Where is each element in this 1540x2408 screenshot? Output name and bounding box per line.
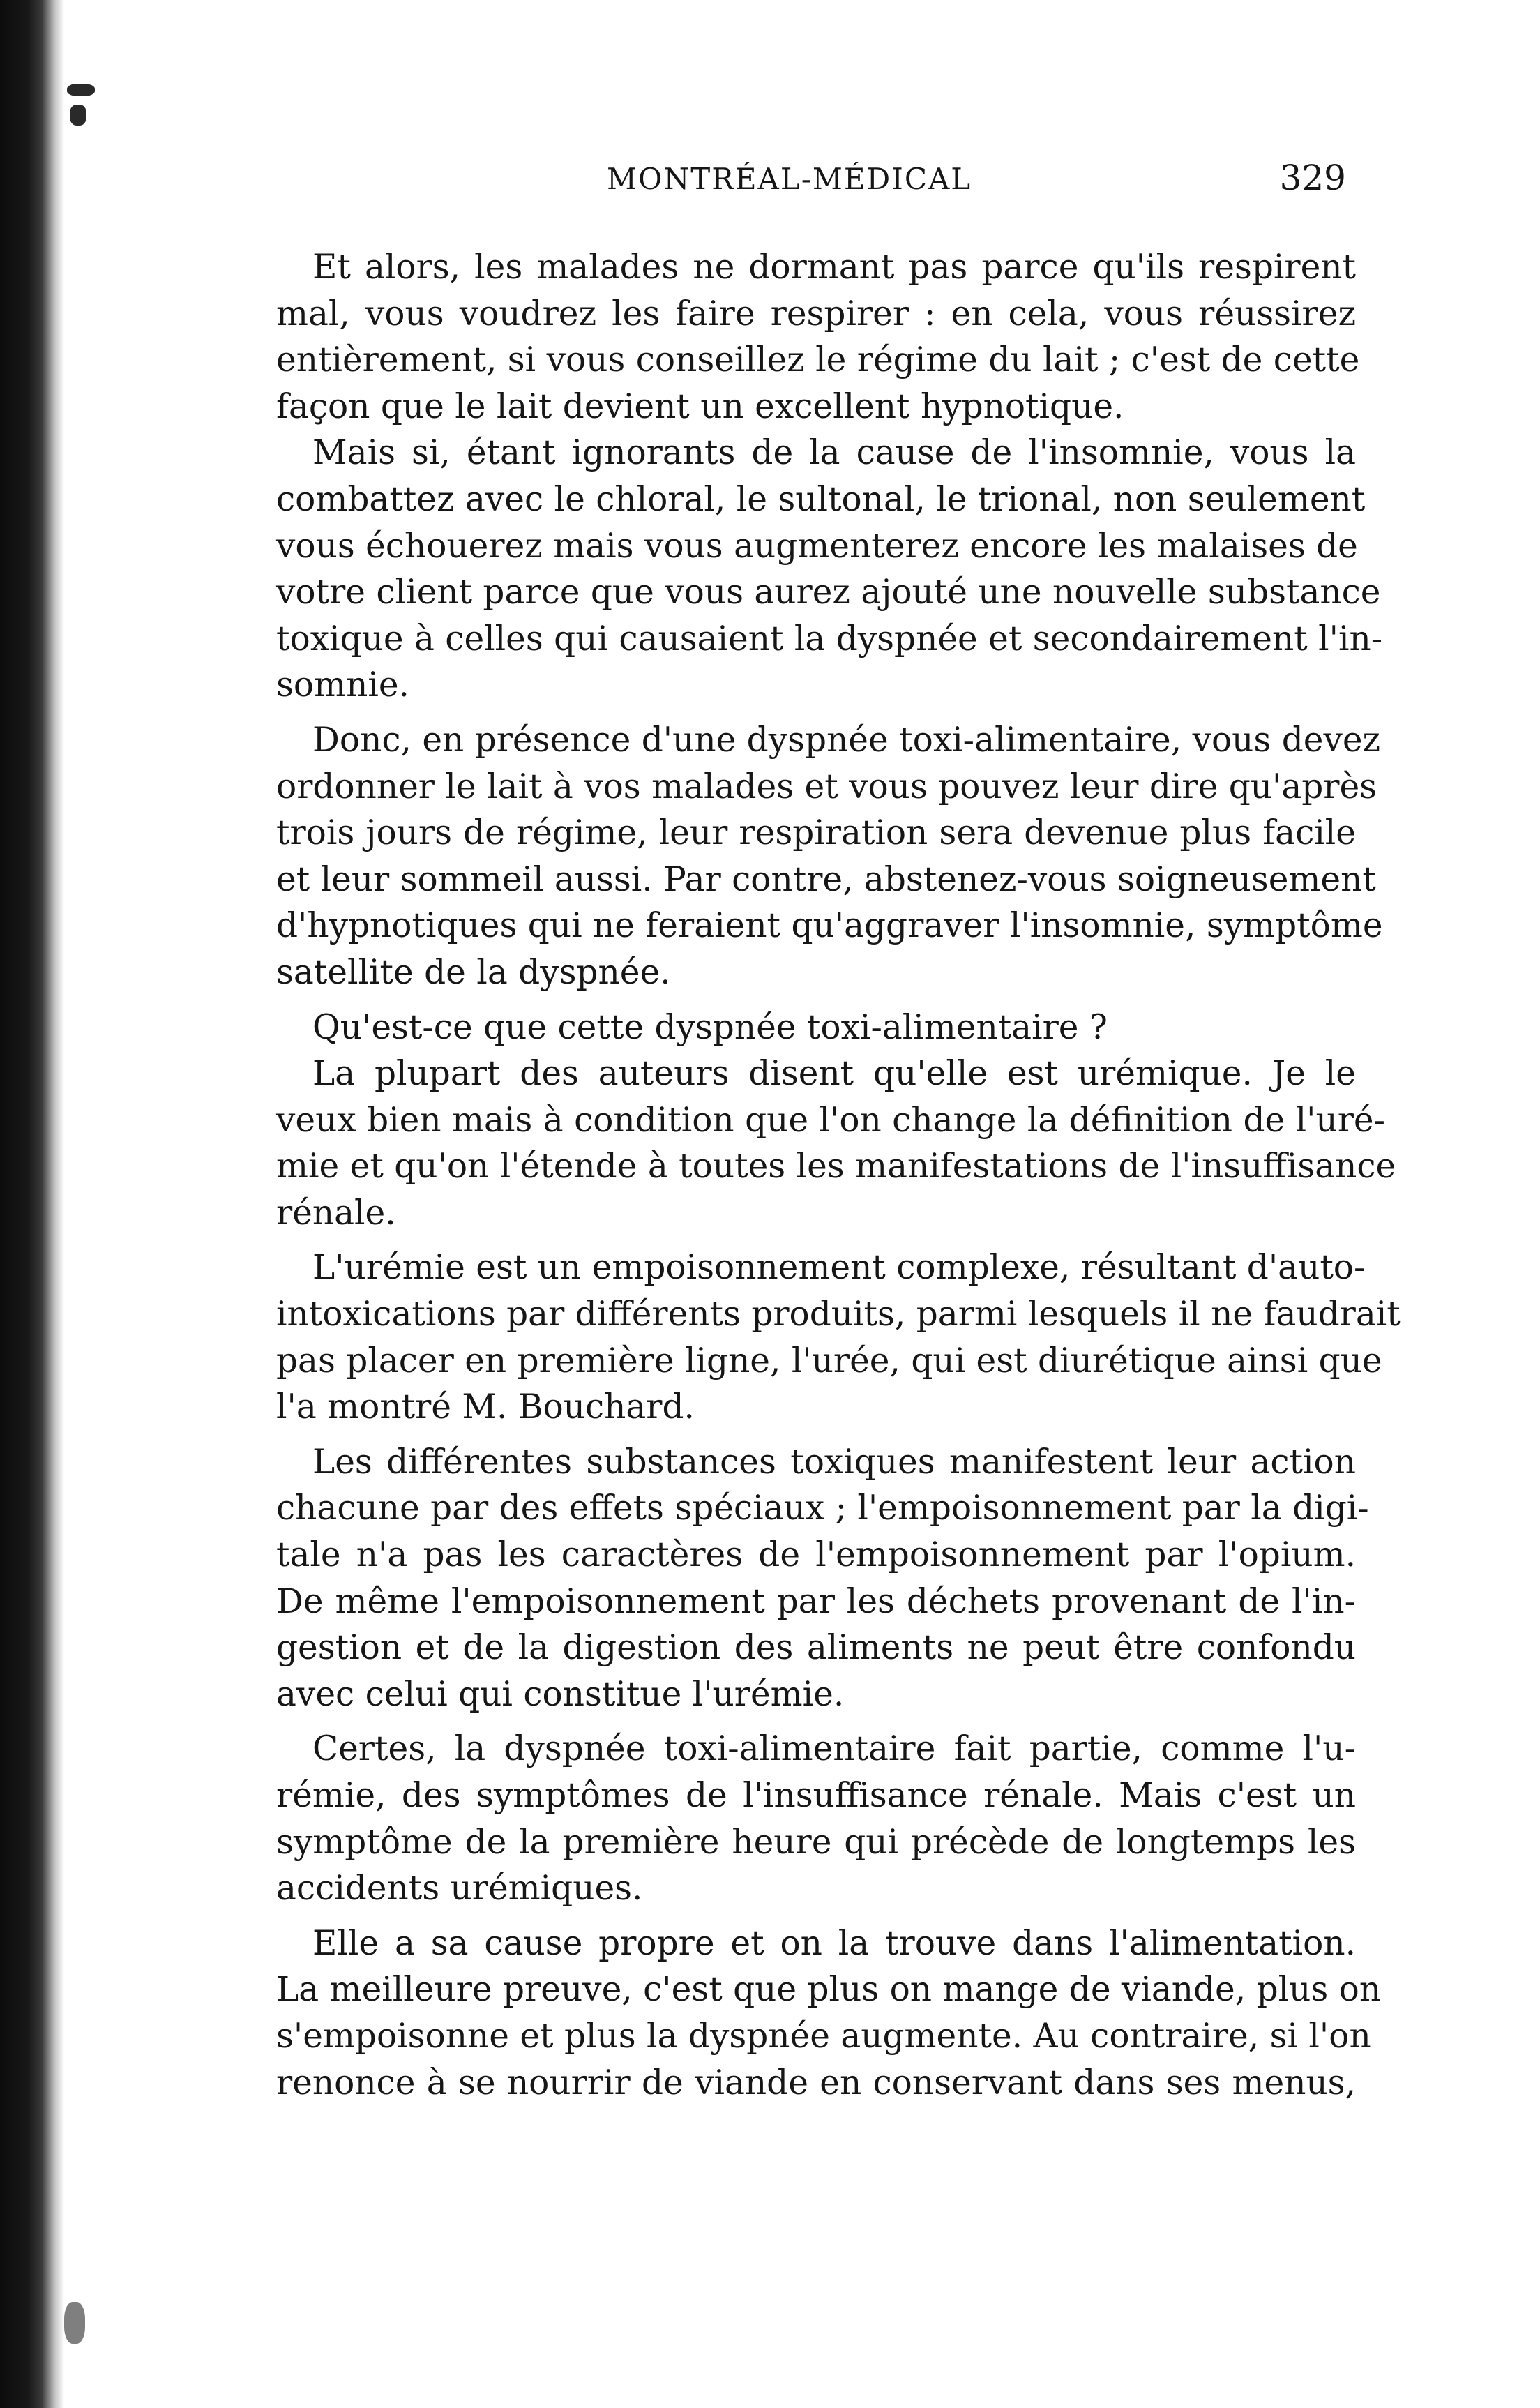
body-text (276, 244, 1401, 2106)
paragraph (276, 1439, 1369, 1718)
paragraph-gap (276, 1236, 1356, 1244)
binding-speck (64, 2302, 85, 2344)
text-line: ordonner le lait à vos malades et vous pouvez leur dire qu'après (276, 767, 1377, 806)
text-line: combattez avec le chloral, le sultonal, le trional, non seulement (276, 479, 1366, 519)
text-line: rénale. (276, 1193, 396, 1233)
paragraph (276, 1920, 1382, 2106)
paragraph (276, 244, 1360, 430)
binding-speck (70, 105, 86, 126)
paragraph (276, 717, 1383, 996)
text-line: et leur sommeil aussi. Par contre, abstenez-vous soigneusement (276, 859, 1376, 899)
text-line: Elle a sa cause propre et on la trouve dans l'alimentation. (312, 1923, 1356, 1963)
text-line: rémie, des symptômes de l'insuffisance rénale. Mais c'est un (276, 1776, 1356, 1815)
text-line: Mais si, étant ignorants de la cause de l'insomnie, vous la (312, 433, 1356, 473)
paragraph (276, 1051, 1396, 1236)
page-number: 329 (1279, 158, 1346, 198)
running-title: MONTRÉAL-MÉDICAL (607, 162, 972, 196)
text-line: accidents urémiques. (276, 1869, 643, 1909)
paragraph (276, 1244, 1401, 1430)
text-line: gestion et de la digestion des aliments ne peut être confondu (276, 1628, 1356, 1668)
text-line: d'hypnotiques qui ne feraient qu'aggraver l'insomnie, symptôme (276, 906, 1383, 946)
paragraph-gap (276, 1912, 1356, 1920)
text-line: vous échouerez mais vous augmenterez encore les malaises de (276, 526, 1358, 566)
paragraph (276, 1004, 1356, 1051)
text-line: Et alors, les malades ne dormant pas parce qu'ils respirent (312, 248, 1356, 287)
binding-edge (0, 0, 64, 2408)
text-line: symptôme de la première heure qui précède de longtemps les (276, 1822, 1356, 1862)
text-line: avec celui qui constitue l'urémie. (276, 1674, 845, 1714)
paragraph-gap (276, 1431, 1356, 1439)
text-line: votre client parce que vous aurez ajouté une nouvelle substance (276, 573, 1381, 612)
text-line: Les différentes substances toxiques manifestent leur action (312, 1442, 1356, 1482)
running-head (286, 158, 1346, 204)
text-line: intoxications par différents produits, parmi lesquels il ne faudrait (276, 1295, 1401, 1334)
text-line: tale n'a pas les caractères de l'empoisonnement par l'opium. (276, 1535, 1356, 1575)
text-line: toxique à celles qui causaient la dyspnée et secondairement l'in- (276, 619, 1383, 659)
text-line: mie et qu'on l'étende à toutes les manifestations de l'insuffisance (276, 1147, 1396, 1187)
text-line: La meilleure preuve, c'est que plus on mange de viande, plus on (276, 1970, 1382, 2010)
text-line: La plupart des auteurs disent qu'elle est urémique. Je le (312, 1054, 1356, 1094)
text-line: trois jours de régime, leur respiration sera devenue plus facile (276, 813, 1356, 853)
text-line: entièrement, si vous conseillez le régime du lait ; c'est de cette (276, 340, 1360, 380)
paragraph (276, 430, 1383, 709)
text-line: Certes, la dyspnée toxi-alimentaire fait partie, comme l'u- (312, 1729, 1356, 1769)
text-line: somnie. (276, 665, 409, 705)
text-line: façon que le lait devient un excellent hypnotique. (276, 386, 1124, 426)
paragraph (276, 1726, 1356, 1911)
text-line: satellite de la dyspnée. (276, 952, 671, 992)
paragraph-gap (276, 709, 1356, 717)
text-line: l'a montré M. Bouchard. (276, 1387, 695, 1427)
text-line: veux bien mais à condition que l'on change la définition de l'uré- (276, 1100, 1385, 1140)
text-line: mal, vous voudrez les faire respirer : en cela, vous réussirez (276, 294, 1356, 333)
text-line: chacune par des effets spéciaux ; l'empoisonnement par la digi- (276, 1489, 1369, 1528)
text-line: De même l'empoisonnement par les déchets provenant de l'in- (276, 1581, 1356, 1621)
text-line: L'urémie est un empoisonnement complexe, résultant d'auto- (312, 1248, 1366, 1288)
paragraph-gap (276, 996, 1356, 1004)
text-line: Donc, en présence d'une dyspnée toxi-alimentaire, vous devez (312, 720, 1381, 760)
text-line: s'empoisonne et plus la dyspnée augmente. Au contraire, si l'on (276, 2016, 1371, 2056)
text-line: pas placer en première ligne, l'urée, qui est diurétique ainsi que (276, 1341, 1382, 1380)
text-line: Qu'est-ce que cette dyspnée toxi-alimentaire ? (312, 1007, 1108, 1047)
text-line: renonce à se nourrir de viande en conservant dans ses menus, (276, 2063, 1356, 2102)
paragraph-gap (276, 1717, 1356, 1726)
binding-speck (67, 84, 95, 96)
